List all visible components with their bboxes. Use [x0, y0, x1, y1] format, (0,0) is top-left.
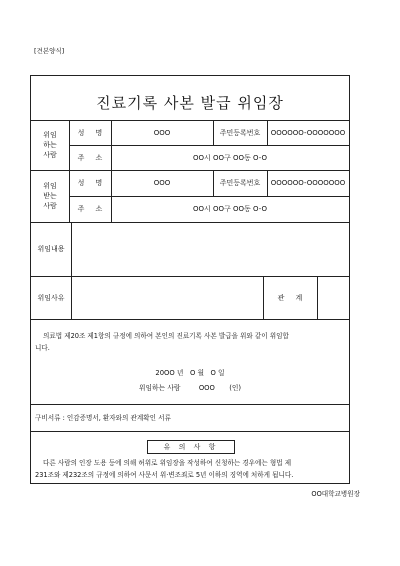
signer-line [31, 382, 349, 392]
divider [31, 319, 349, 320]
delegate-label-line: 위임 [43, 182, 57, 190]
delegate-id-label: 주민등록번호 [219, 179, 261, 187]
delegate-id-value: OOOOOO-OOOOOOO [270, 179, 346, 187]
delegator-name-value: OOO [153, 128, 171, 137]
notice-title-box [147, 440, 235, 454]
notice-title: 유 의 사 항 [163, 443, 219, 451]
delegate-section-label [31, 170, 69, 222]
seal-mark: (인) [229, 384, 242, 392]
delegator-address-label: 주 소 [77, 153, 103, 162]
footer-organization: OO대학교병원장 [311, 490, 360, 498]
attachments-text: 구비서류 : 인감증명서, 환자와의 관계확인 서류 [35, 414, 171, 422]
delegator-id-label: 주민등록번호 [219, 128, 261, 137]
delegation-content-label: 위임내용 [37, 245, 65, 253]
delegator-section-label [31, 120, 69, 170]
divider [317, 276, 318, 319]
form-title: 진료기록 사본 발급 위임장 [96, 94, 284, 112]
delegate-name-value: OOO [153, 179, 171, 187]
delegator-label-line: 하는 [43, 141, 57, 149]
date-line: 20OO 년 O 월 O 일 [155, 369, 225, 377]
form-tag: [견본양식] [34, 47, 65, 55]
delegator-label-line: 사람 [43, 151, 57, 159]
delegate-label-line: 사람 [43, 202, 57, 210]
divider [71, 222, 72, 319]
divider [31, 431, 349, 432]
delegate-address-value: OO시 OO구 OO동 O-O [193, 205, 267, 213]
notice-line: 231조와 제232조의 규정에 의하여 사문서 위·변조죄로 5년 이하의 징역에 처하게 됩니다. [35, 471, 294, 479]
delegate-name-label: 성 명 [77, 179, 103, 187]
statement-line: 니다. [35, 344, 50, 352]
signer-name: OOO [198, 384, 215, 392]
statement-text [35, 330, 347, 354]
delegate-label-line: 받는 [43, 192, 57, 200]
statement-line: 의료법 제20조 제1항의 규정에 의하여 본인의 진료기록 사본 발급을 위와 같이 위임합 [43, 332, 289, 340]
relationship-label: 관 계 [277, 293, 303, 302]
signer-label: 위임하는 사람 [138, 384, 181, 392]
delegator-address-value: OO시 OO구 OO동 O-O [193, 153, 267, 162]
delegation-reason-label: 위임사유 [37, 293, 65, 302]
delegator-label-line: 위임 [43, 131, 57, 139]
notice-line: 다른 사람의 인장 도용 등에 의해 허위로 위임장을 작성하여 신청하는 경우에는 형법 제 [43, 459, 292, 467]
delegator-id-value: OOOOOO-OOOOOOO [270, 128, 346, 137]
divider [31, 404, 349, 405]
delegator-name-label: 성 명 [77, 128, 103, 137]
delegation-form [30, 75, 350, 484]
delegate-address-label: 주 소 [77, 205, 103, 213]
divider [31, 222, 349, 223]
notice-text [35, 457, 347, 481]
